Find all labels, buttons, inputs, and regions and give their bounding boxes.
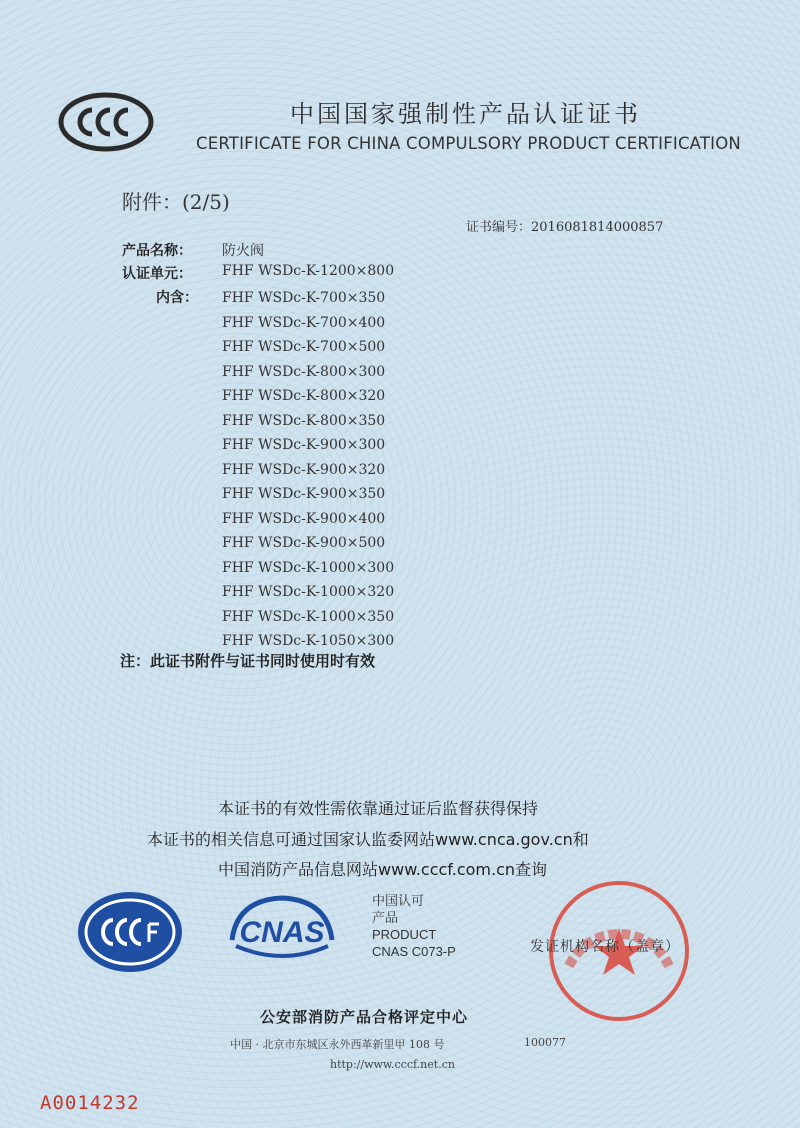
model-item: FHF WSDc-K-1000×320	[222, 584, 395, 600]
model-item: FHF WSDc-K-900×300	[222, 437, 386, 453]
model-list	[222, 287, 394, 655]
model-item: FHF WSDc-K-1050×300	[222, 633, 395, 649]
model-item: FHF WSDc-K-800×350	[222, 412, 386, 429]
certificate-title-cn: 中国国家强制性产品认证证书	[290, 100, 641, 128]
validity-line-3	[218, 857, 547, 880]
issuer-address: 中国 · 北京市东城区永外西革新里甲 108 号	[230, 1038, 445, 1051]
model-item: FHF WSDc-K-800×320	[222, 388, 386, 404]
svg-text:CNAS: CNAS	[239, 916, 325, 949]
certification-unit-label: 认证单元：	[122, 266, 192, 282]
cnas-logo-icon	[222, 890, 342, 970]
model-item: FHF WSDc-K-900×400	[222, 510, 386, 527]
cnas-line-3: PRODUCT	[372, 927, 437, 942]
validity-line-2	[147, 827, 589, 850]
validity-line-2-prefix: 本证书的相关信息可通过国家认监委网站	[147, 830, 436, 849]
validity-line-3-suffix: 查询	[515, 860, 548, 879]
model-item: FHF WSDc-K-900×350	[222, 486, 386, 502]
cnas-line-1: 中国认可	[372, 893, 425, 908]
cnca-link[interactable]: www.cnca.gov.cn	[435, 830, 573, 849]
model-item: FHF WSDc-K-900×500	[222, 535, 386, 551]
ccc-logo-icon	[58, 92, 154, 152]
model-item: FHF WSDc-K-1000×300	[222, 559, 395, 576]
issuer-website[interactable]: http://www.cccf.net.cn	[330, 1058, 455, 1071]
serial-number: A0014232	[40, 1092, 140, 1114]
cccf-logo-icon	[75, 890, 185, 974]
cnas-line-4: CNAS C073-P	[372, 944, 456, 959]
validity-note: 注：此证书附件与证书同时使用时有效	[120, 652, 376, 670]
issuer-zip: 100077	[524, 1036, 566, 1049]
cccf-link[interactable]: www.cccf.com.cn	[378, 860, 516, 879]
cnas-accreditation-text	[372, 892, 456, 960]
product-name-value: 防火阀	[222, 243, 264, 259]
certificate-title-en: CERTIFICATE FOR CHINA COMPULSORY PRODUCT CERTIFICATION	[196, 134, 741, 153]
model-item: FHF WSDc-K-700×500	[222, 339, 386, 355]
model-item: FHF WSDc-K-800×300	[222, 363, 386, 380]
attachment-label: 附件：(2/5)	[122, 190, 230, 214]
validity-line-2-suffix: 和	[572, 830, 589, 849]
product-name-label: 产品名称：	[122, 243, 192, 259]
certification-unit-value: FHF WSDc-K-1200×800	[222, 263, 395, 279]
cnas-line-2: 产品	[372, 910, 399, 925]
certificate-number: 证书编号：2016081814000857	[466, 220, 664, 235]
model-item: FHF WSDc-K-700×350	[222, 290, 386, 306]
contains-label: 内含：	[156, 290, 198, 306]
issuer-label: 发证机构名称（盖章）	[530, 939, 680, 955]
issuing-center-name: 公安部消防产品合格评定中心	[260, 1008, 469, 1026]
model-item: FHF WSDc-K-1000×350	[222, 608, 395, 625]
model-item: FHF WSDc-K-900×320	[222, 461, 386, 478]
validity-line-1: 本证书的有效性需依靠通过证后监督获得保持	[218, 799, 539, 818]
validity-line-3-prefix: 中国消防产品信息网站	[218, 860, 379, 879]
model-item: FHF WSDc-K-700×400	[222, 314, 386, 331]
